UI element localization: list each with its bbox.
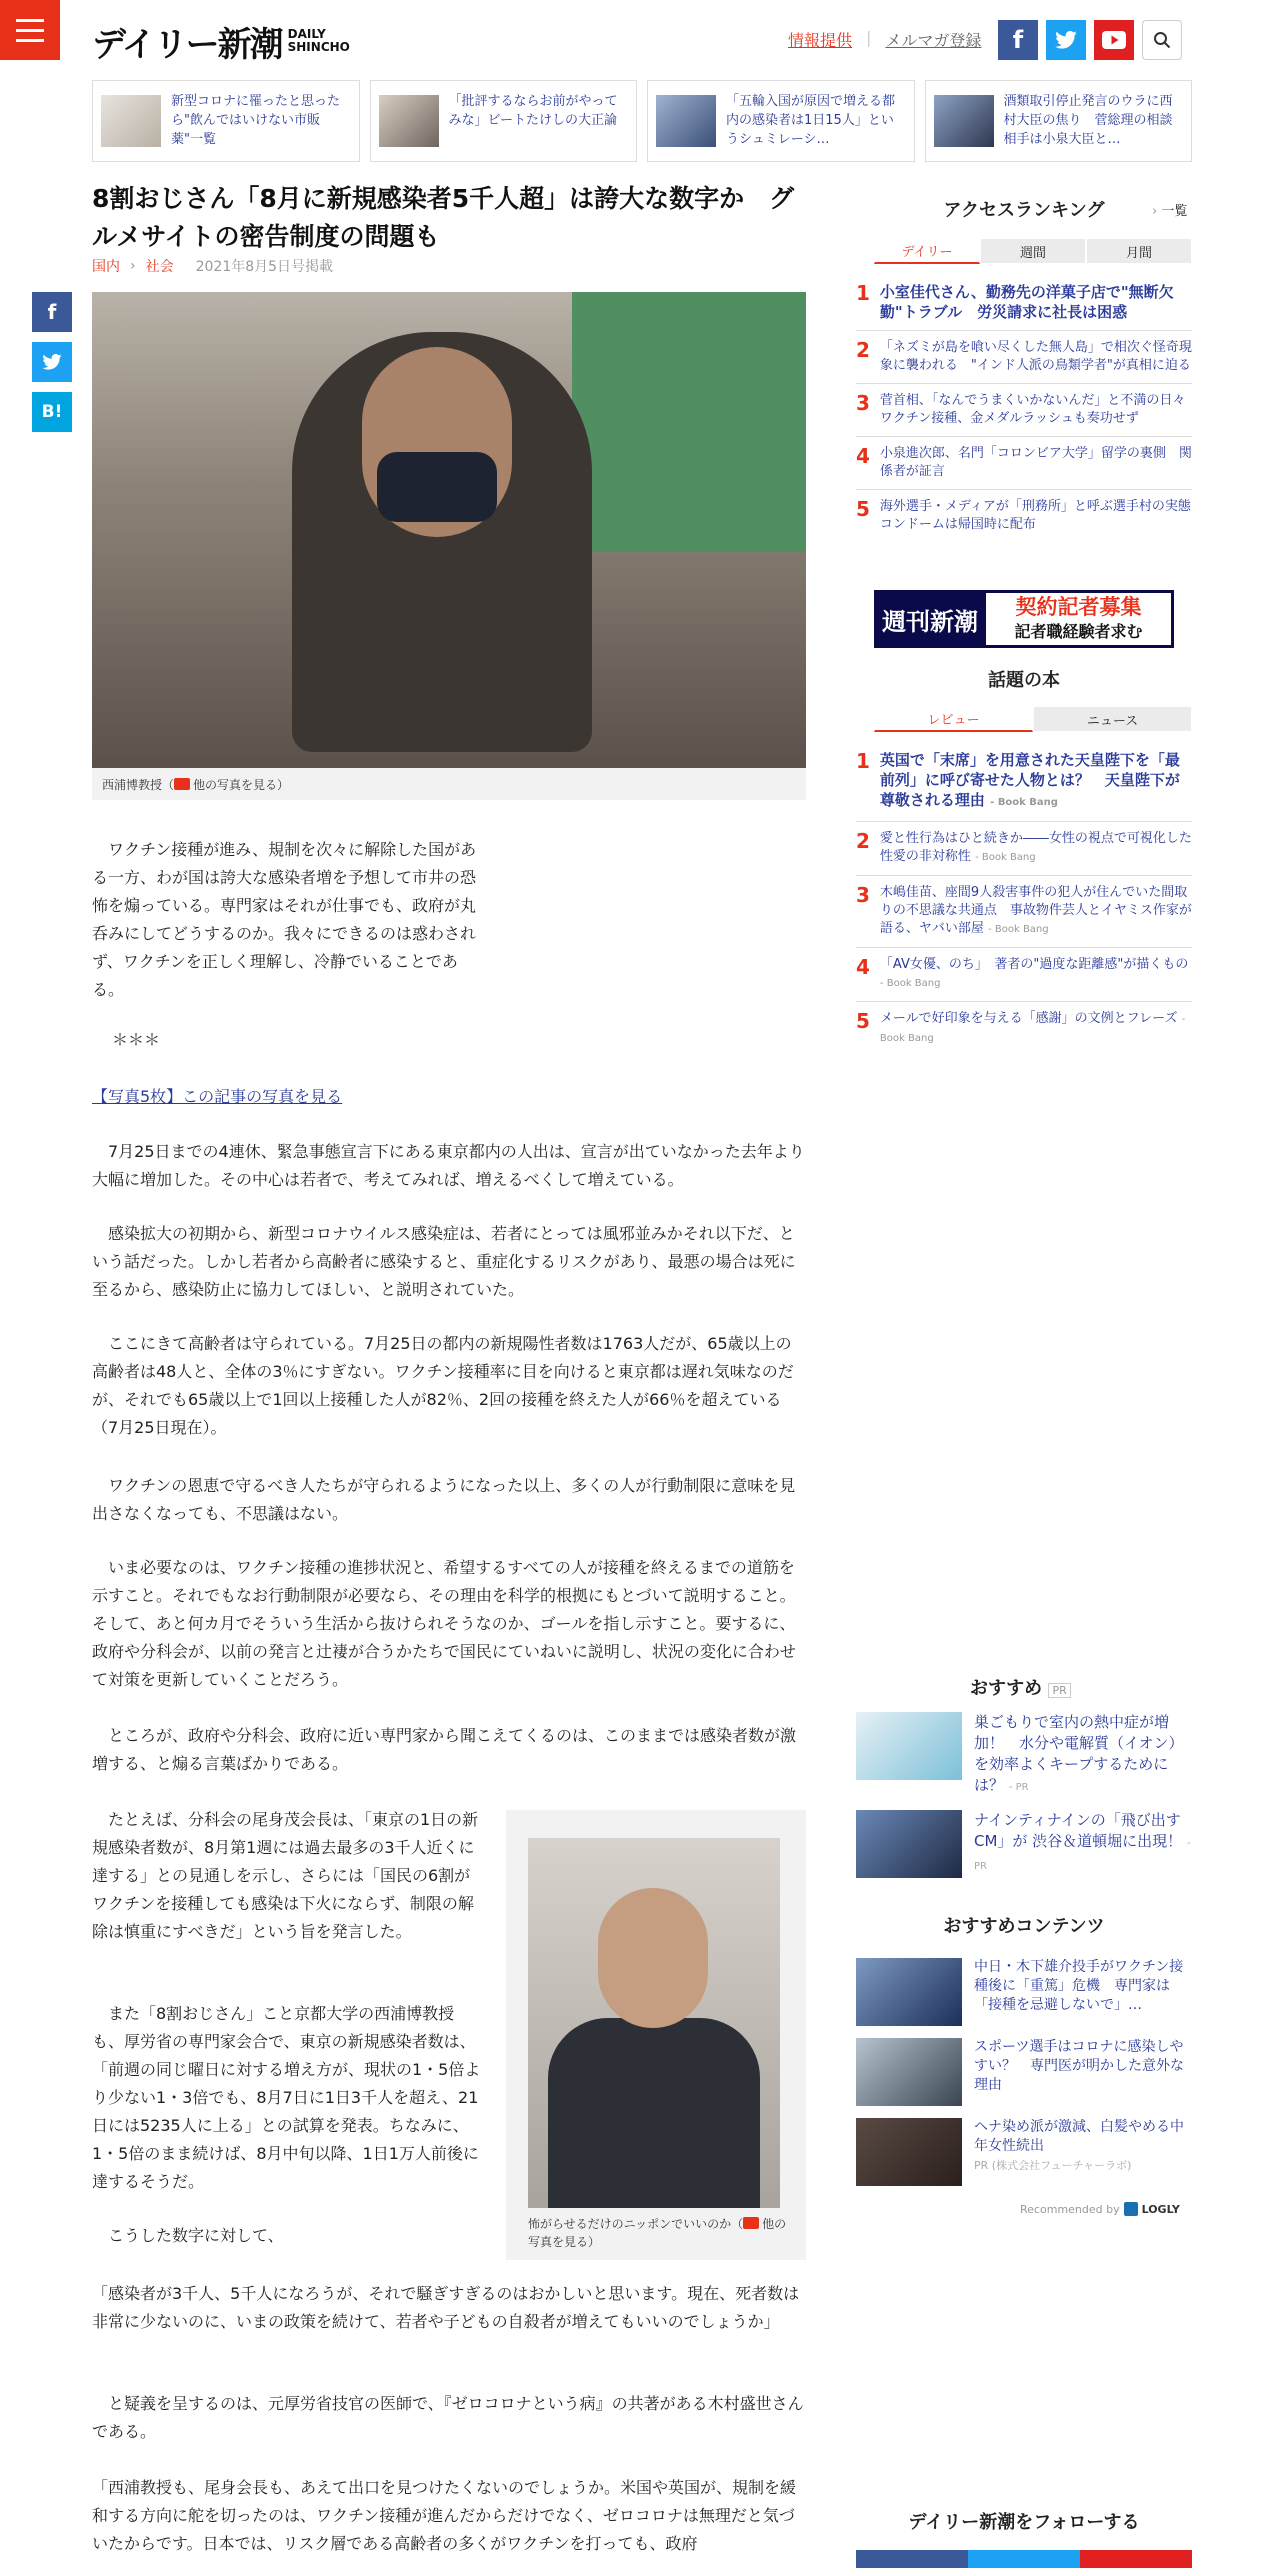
article-paragraph: 7月25日までの4連休、緊急事態宣言下にある東京都内の人出は、宣言が出ていなかった去年より大幅に増加した。その中心は若者で、考えてみれば、増えるべくして増えている。 <box>92 1142 805 1189</box>
book-item[interactable]: 5 メールで好印象を与える「感謝」の文例とフレーズ - Book Bang <box>856 1009 1186 1044</box>
header-social <box>998 20 1182 60</box>
ad-logo: 週刊新潮 <box>882 606 978 636</box>
ranking-more-link[interactable]: › 一覧 <box>1152 204 1188 219</box>
books-list <box>856 742 1192 1056</box>
contents-title: おすすめコンテンツ <box>943 1916 1105 1937</box>
recommend-title: おすすめ PR <box>970 1674 1071 1700</box>
article-paragraph: こうした数字に対して、 <box>108 2226 284 2245</box>
recommend-list <box>856 1712 1192 1890</box>
ranking-item[interactable]: 4 小泉進次郎、名門「コロンビア大学」留学の裏側 関係者が証言 <box>856 437 1192 490</box>
content-item[interactable]: スポーツ選手はコロナに感染しやすい？ 専門医が明かした意外な理由 <box>856 2038 1192 2106</box>
strip-thumbnail <box>101 95 161 147</box>
recruit-ad-banner[interactable] <box>874 590 1174 648</box>
follow-facebook-button[interactable] <box>856 2550 968 2568</box>
book-item[interactable]: 2 愛と性行為はひと続きか――女性の視点で可視化した性愛の非対称性 - Book Bang <box>856 822 1192 876</box>
strip-title: 「批評するならお前がやってみな」ビートたけしの大正論 <box>448 94 618 128</box>
strip-card[interactable] <box>92 80 360 162</box>
tab-monthly[interactable]: 月間 <box>1086 238 1192 264</box>
breadcrumb-society[interactable]: 社会 <box>145 259 174 275</box>
ranking-title: アクセスランキング <box>943 200 1105 221</box>
share-facebook-icon[interactable]: f <box>32 292 72 332</box>
follow-title: デイリー新潮をフォローする <box>908 2512 1140 2533</box>
strip-thumbnail <box>379 95 439 147</box>
ranking-item[interactable]: 1 小室佳代さん、勤務先の洋菓子店で"無断欠勤"トラブル 労災請求に社長は困惑 <box>856 274 1192 331</box>
logly-icon <box>1124 2202 1138 2216</box>
facebook-icon[interactable]: f <box>998 20 1038 60</box>
ad-subline: 記者職経験者求む <box>1014 622 1143 641</box>
article-paragraph: ワクチンの恩恵で守るべき人たちが守られるようになった以上、多くの人が行動制限に意味を見出さなくなっても、不思議はない。 <box>92 1476 796 1523</box>
hero-caption: 西浦博教授（ 他の写真を見る） <box>92 768 806 800</box>
article-paragraph: と疑義を呈するのは、元厚労省技官の医師で、『ゼロコロナという病』の共著がある木村盛世さんである。 <box>92 2394 804 2441</box>
inline-photo-caption: 怖がらせるだけのニッポンでいいのか（ 他の写真を見る） <box>528 2217 787 2249</box>
tab-daily[interactable]: デイリー <box>874 238 980 264</box>
follow-buttons <box>856 2550 1192 2568</box>
ranking-item[interactable]: 3 菅首相、「なんでうまくいかないんだ」と不満の日々 ワクチン接種、金メダルラッシュも奏功せず <box>856 384 1192 437</box>
site-logo[interactable] <box>92 18 350 64</box>
ranking-item[interactable]: 2 「ネズミが島を喰い尽くした無人島」で相次ぐ怪奇現象に襲われる "インド人派の鳥類学者"が真相に迫る <box>856 331 1192 384</box>
camera-icon <box>174 778 190 790</box>
header-links: 情報提供 | メルマガ登録 <box>788 28 982 50</box>
follow-youtube-button[interactable] <box>1080 2550 1192 2568</box>
tab-news[interactable]: ニュース <box>1033 706 1192 732</box>
strip-card[interactable] <box>647 80 915 162</box>
logo-en: DAILY SHINCHO <box>287 27 350 54</box>
recommend-thumbnail <box>856 1712 962 1780</box>
article-paragraph: ここにきて高齢者は守られている。7月25日の都内の新規陽性者数は1763人だが、65歳以上の高齢者は48人と、全体の3％にすぎない。ワクチン接種率に目を向けると東京都は遅れ気味なのだが、それでも65歳以上で1回以上接種した人が82％、2回の接種を終えた人が66％を超えている（7月25日現在）。 <box>92 1334 794 1437</box>
book-item[interactable]: 4 「AV女優、のち」 著者の"過度な距離感"が描くもの - Book Bang <box>856 948 1192 1002</box>
chevron-right-icon: › <box>1152 204 1162 219</box>
article-paragraph: たとえば、分科会の尾身茂会長は、「東京の1日の新規感染者数が、8月第1週には過去最多の3千人近くに達する」との見通しを示し、さらには「国民の6割がワクチンを接種しても感染は下火にならず、制限の解除は慎重にすべきだ」という旨を発言した。 <box>92 1810 479 1941</box>
follow-twitter-button[interactable] <box>968 2550 1080 2568</box>
article-paragraph: ところが、政府や分科会、政府に近い専門家から聞こえてくるのは、このままでは感染者数が激増する、と煽る言葉ばかりである。 <box>92 1726 797 1773</box>
content-thumbnail <box>856 2118 962 2186</box>
more-photos-link[interactable]: 他の写真を見る） <box>528 2217 787 2249</box>
ranking-list <box>856 274 1204 542</box>
tab-weekly[interactable]: 週間 <box>980 238 1086 264</box>
article-title: 8割おじさん「8月に新規感染者5千人超」は誇大な数字か グルメサイトの密告制度の問題も <box>92 184 795 251</box>
content-thumbnail <box>856 2038 962 2106</box>
contents-list <box>856 1958 1192 2198</box>
newsletter-link[interactable]: メルマガ登録 <box>885 31 982 50</box>
article-paragraph: 「西浦教授も、尾身会長も、あえて出口を見つけたくないのでしょうか。米国や英国が、規制を緩和する方向に舵を切ったのは、ワクチン接種が進んだからだけでなく、ゼロコロナは無理だと気づいたからです。日本では、リスク層である高齢者の多くがワクチンを打っても、政府 <box>92 2478 797 2553</box>
separator: ＊＊＊ <box>112 1030 161 1049</box>
search-icon[interactable] <box>1142 20 1182 60</box>
strip-thumbnail <box>934 95 994 147</box>
article-paragraph: 感染拡大の初期から、新型コロナウイルス感染症は、若者にとっては風邪並みかそれ以下だ、という話だった。しかし若者から高齢者に感染すると、重症化するリスクがあり、最悪の場合は死に至るから、感染防止に協力してほしい、と説明されていた。 <box>92 1224 796 1299</box>
recommend-item[interactable]: ナインティナインの「飛び出す CM」が 渋谷＆道頓堀に出現！ - PR <box>856 1810 1192 1878</box>
hero-image[interactable] <box>92 292 806 768</box>
content-item[interactable]: 中日・木下雄介投手がワクチン接種後に「重篤」危機 専門家は「接種を忌避しないで」… <box>856 1958 1192 2026</box>
book-item[interactable]: 3 木嶋佳苗、座間9人殺害事件の犯人が住んでいた間取りの不思議な共通点 事故物件芸人とイヤミス作家が語る、ヤバい部屋 - Book Bang <box>856 876 1192 948</box>
strip-card[interactable] <box>925 80 1193 162</box>
book-item[interactable]: 1 英国で「末席」を用意された天皇陛下を「最前列」に呼び寄せた人物とは？ 天皇陛下が尊敬される理由 - Book Bang <box>856 742 1192 822</box>
content-thumbnail <box>856 1958 962 2026</box>
top-article-strip <box>92 80 1192 162</box>
ranking-item[interactable]: 5 海外選手・メディアが「刑務所」と呼ぶ選手村の実態 コンドームは帰国時に配布 <box>856 497 1204 532</box>
publish-date: 2021年8月5日号掲載 <box>195 259 334 275</box>
pr-badge: PR <box>1048 1683 1070 1698</box>
ranking-tabs <box>874 238 1192 264</box>
strip-title: 酒類取引停止発言のウラに西村大臣の焦り 菅総理の相談相手は小泉大臣と… <box>1003 94 1173 147</box>
strip-card[interactable] <box>370 80 638 162</box>
article-paragraph: また「8割おじさん」こと京都大学の西浦博教授も、厚労省の専門家会合で、東京の新規感染者数は、「前週の同じ曜日に対する増え方が、現状の1・5倍より少ない1・3倍でも、8月7日に1日3千人を超え、21日には5235人に上る」との試算を発表。ちなみに、1・5倍のまま続けば、8月中旬以降、1日1万人前後に達するそうだ。 <box>92 2004 481 2191</box>
breadcrumb-domestic[interactable]: 国内 <box>92 259 120 275</box>
twitter-icon[interactable] <box>1046 20 1086 60</box>
books-tabs <box>874 706 1192 732</box>
logo-jp: デイリー新潮 <box>92 24 282 65</box>
article-paragraph: いま必要なのは、ワクチン接種の進捗状況と、希望するすべての人が接種を終えるまでの道筋を示すこと。それでもなお行動制限が必要なら、その理由を科学的根拠にもとづいて説明すること。そして、あと何カ月でそういう生活から抜けられそうなのか、ゴールを指し示すこと。要するに、政府や分科会が、以前の発言と辻褄が合うかたちで国民にていねいに説明し、状況の変化に合わせて対策を更新していくことだろう。 <box>92 1558 796 1689</box>
share-hatena-icon[interactable]: B! <box>32 392 72 432</box>
inline-photo[interactable] <box>506 1810 806 2260</box>
info-provide-link[interactable]: 情報提供 <box>788 31 853 50</box>
chevron-right-icon: › <box>130 258 136 274</box>
tab-review[interactable]: レビュー <box>874 706 1033 732</box>
article-paragraph: 「感染者が3千人、5千人になろうが、それで騒ぎすぎるのはおかしいと思います。現在、死者数は非常に少ないのに、いまの政策を続けて、若者や子どもの自殺者が増えてもいいのでしょうか」 <box>92 2284 800 2331</box>
ad-headline: 契約記者募集 <box>1015 594 1142 619</box>
recommended-by: Recommended by LOGLY <box>1020 2202 1180 2216</box>
article-lead: ワクチン接種が進み、規制を次々に解除した国がある一方、わが国は誇大な感染者増を予想して市井の恐怖を煽っている。専門家はそれが仕事でも、政府が丸呑みにしてどうするのか。我々にできるのは惑わされず、ワクチンを正しく理解し、冷静でいることである。 <box>92 840 477 999</box>
recommend-item[interactable]: 巣ごもりで室内の熱中症が増加！ 水分や電解質（イオン）を効率よくキープするためには？ - PR <box>856 1712 1192 1798</box>
recommend-thumbnail <box>856 1810 962 1878</box>
photo-gallery-link[interactable]: 【写真5枚】この記事の写真を見る <box>92 1087 343 1106</box>
camera-icon <box>743 2217 759 2229</box>
strip-title: 新型コロナに罹ったと思ったら"飲んではいけない市販薬"一覧 <box>171 94 341 147</box>
strip-thumbnail <box>656 95 716 147</box>
books-title: 話題の本 <box>988 670 1060 691</box>
menu-button[interactable] <box>0 0 60 60</box>
share-twitter-icon[interactable] <box>32 342 72 382</box>
youtube-icon[interactable] <box>1094 20 1134 60</box>
strip-title: 「五輪入国が原因で増える都内の感染者は1日15人」というシュミレーシ… <box>726 94 896 147</box>
breadcrumb <box>92 256 333 276</box>
more-photos-link[interactable]: 他の写真を見る） <box>193 778 290 792</box>
content-item[interactable]: ヘナ染め派が激減、白髪やめる中年女性続出 PR (株式会社フューチャーラボ) <box>856 2118 1192 2186</box>
